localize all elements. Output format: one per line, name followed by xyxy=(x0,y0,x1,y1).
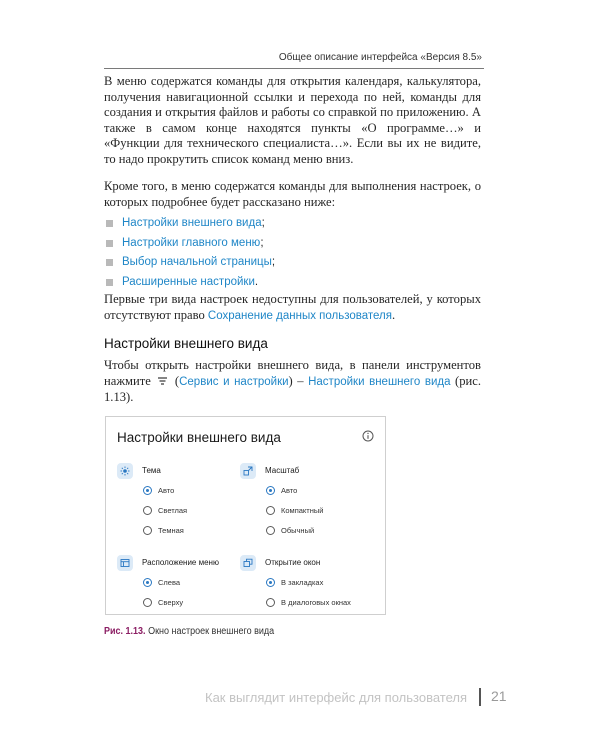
footer-chapter-title: Как выглядит интерфейс для пользователя xyxy=(205,690,467,705)
radio-open-in-dialogs[interactable] xyxy=(266,596,351,609)
radio-theme-light[interactable] xyxy=(143,504,187,517)
sun-icon xyxy=(117,463,133,479)
radio-selected-icon[interactable] xyxy=(266,486,275,495)
radio-icon[interactable] xyxy=(143,598,152,607)
radio-selected-icon[interactable] xyxy=(143,486,152,495)
radio-open-in-tabs[interactable] xyxy=(266,576,323,589)
appearance-settings-dialog xyxy=(105,416,386,615)
dash-text: ) – xyxy=(288,373,309,388)
paragraph-open-settings xyxy=(104,358,481,406)
link-start-page-choice[interactable]: Выбор начальной страницы xyxy=(122,256,272,269)
option-label: Обычный xyxy=(281,526,315,535)
service-settings-icon xyxy=(157,376,168,387)
option-label: Слева xyxy=(158,578,181,587)
footer-divider xyxy=(479,688,481,706)
group-title-theme: Тема xyxy=(142,466,161,475)
restrictions-text: Первые три вида настроек недоступны для пользователей, у которых отсутствуют право xyxy=(104,292,481,322)
list-item xyxy=(104,214,275,234)
bullet-square-icon xyxy=(106,240,113,247)
option-label: В диалоговых окнах xyxy=(281,598,351,607)
caption-label: Рис. 1.13. xyxy=(104,626,146,637)
bullet-square-icon xyxy=(106,220,113,227)
link-main-menu-settings[interactable]: Настройки главного меню xyxy=(122,236,261,249)
radio-scale-compact[interactable] xyxy=(266,504,323,517)
option-label: Сверху xyxy=(158,598,184,607)
radio-theme-dark[interactable] xyxy=(143,524,184,537)
radio-icon[interactable] xyxy=(143,526,152,535)
open-settings-text: Чтобы открыть настройки внешнего вида, в панели инструментов нажмите xyxy=(104,358,481,388)
page-number: 21 xyxy=(491,688,507,704)
settings-list xyxy=(104,214,275,292)
open-paren: ( xyxy=(170,373,180,388)
radio-selected-icon[interactable] xyxy=(266,578,275,587)
list-item xyxy=(104,253,275,273)
option-label: Авто xyxy=(158,486,175,495)
option-label: В закладках xyxy=(281,578,324,587)
radio-icon[interactable] xyxy=(143,506,152,515)
bullet-square-icon xyxy=(106,259,113,266)
radio-menu-left[interactable] xyxy=(143,576,180,589)
figure-caption xyxy=(104,626,274,637)
running-title: Общее описание интерфейса «Версия 8.5» xyxy=(278,52,482,63)
radio-scale-normal[interactable] xyxy=(266,524,314,537)
option-label: Компактный xyxy=(281,506,324,515)
radio-icon[interactable] xyxy=(266,526,275,535)
section-heading: Настройки внешнего вида xyxy=(104,336,268,351)
restrictions-end: . xyxy=(391,307,396,322)
list-item xyxy=(104,273,275,293)
dialog-title: Настройки внешнего вида xyxy=(117,430,281,445)
group-title-menu-location: Расположение меню xyxy=(142,558,219,567)
radio-icon[interactable] xyxy=(266,598,275,607)
link-advanced-settings[interactable]: Расширенные настройки xyxy=(122,276,255,289)
windows-icon xyxy=(240,555,256,571)
layout-icon xyxy=(117,555,133,571)
radio-scale-auto[interactable] xyxy=(266,484,297,497)
bullet-square-icon xyxy=(106,279,113,286)
figure-ref: (рис. 1.13). xyxy=(104,373,481,404)
group-title-scale: Масштаб xyxy=(265,466,300,475)
caption-text: Окно настроек внешнего вида xyxy=(145,626,275,637)
option-label: Авто xyxy=(281,486,298,495)
list-punct: ; xyxy=(260,236,264,249)
info-icon[interactable] xyxy=(362,430,374,442)
scale-icon xyxy=(240,463,256,479)
link-save-user-data[interactable]: Сохранение данных пользователя xyxy=(207,309,392,322)
running-header xyxy=(104,50,484,69)
group-title-window-opening: Открытие окон xyxy=(265,558,321,567)
list-punct: ; xyxy=(261,217,265,230)
paragraph-menu-settings: Кроме того, в меню содержатся команды для выполнения настроек, о которых подробнее будет рассказано ниже: xyxy=(104,179,481,209)
list-punct: . xyxy=(254,276,259,289)
list-item xyxy=(104,234,275,254)
option-label: Темная xyxy=(158,526,184,535)
list-punct: ; xyxy=(271,256,276,269)
link-service-and-settings[interactable]: Сервис и настройки xyxy=(179,375,289,388)
paragraph-menu-commands: В меню содержатся команды для открытия календаря, калькулятора, получения навигационной ссылки и перехода по ней, команды для создания и открытия файлов и работы со справкой по приложению. А также в самом конце находятся пункты «О программе…» и «Функции для технического специалиста…». Если вы их не видите, то надо прокрутить список команд меню вниз. xyxy=(104,74,481,166)
radio-menu-top[interactable] xyxy=(143,596,183,609)
radio-icon[interactable] xyxy=(266,506,275,515)
option-label: Светлая xyxy=(158,506,188,515)
radio-theme-auto[interactable] xyxy=(143,484,174,497)
paragraph-restrictions xyxy=(104,292,481,324)
radio-selected-icon[interactable] xyxy=(143,578,152,587)
link-appearance-settings-inline[interactable]: Настройки внешнего вида xyxy=(308,375,451,388)
link-appearance-settings[interactable]: Настройки внешнего вида xyxy=(122,217,262,230)
